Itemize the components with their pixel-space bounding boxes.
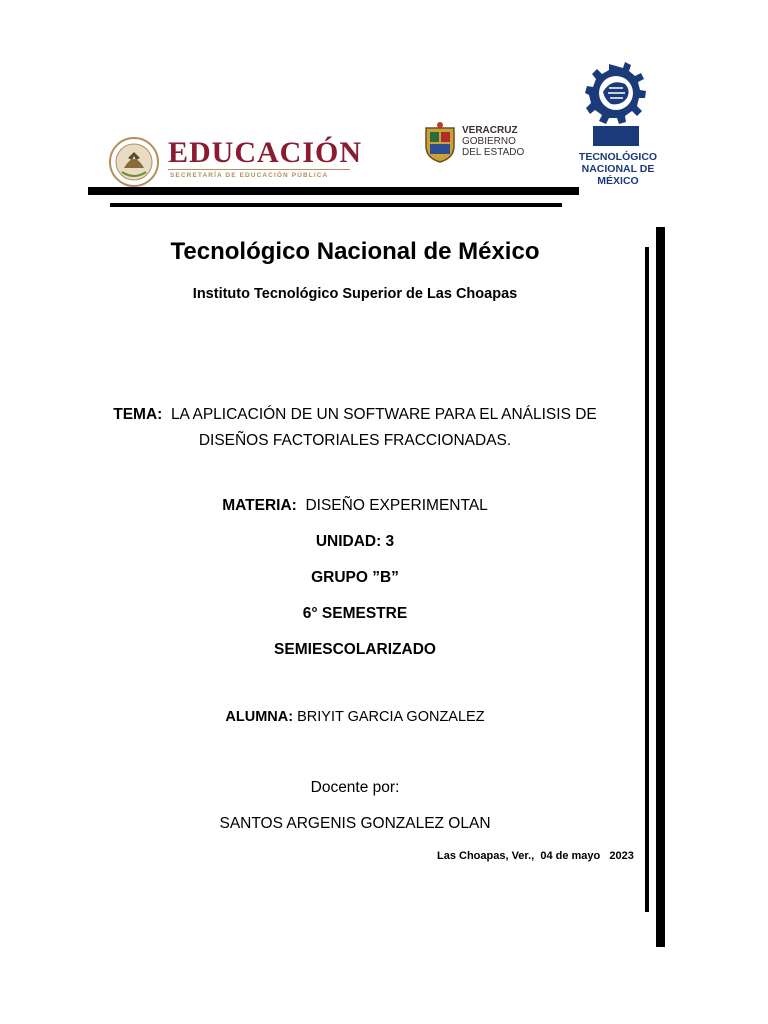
tecnm-line-2: NACIONAL DE MÉXICO xyxy=(581,163,655,187)
docente-value: SANTOS ARGENIS GONZALEZ OLAN xyxy=(219,815,491,832)
veracruz-shield-icon xyxy=(423,122,457,164)
docente-label: Docente por: xyxy=(310,779,400,796)
materia-value: DISEÑO EXPERIMENTAL xyxy=(305,497,488,514)
header-thin-rule xyxy=(110,203,562,207)
alumna-value: BRIYIT GARCIA GONZALEZ xyxy=(297,709,485,725)
tecnm-gear-eagle-icon xyxy=(585,62,647,148)
educacion-subtitle: SECRETARÍA DE EDUCACIÓN PÚBLICA xyxy=(170,172,329,179)
place-date: Las Choapas, Ver., 04 de mayo 2023 xyxy=(437,850,634,862)
modalidad-line: SEMIESCOLARIZADO xyxy=(274,641,436,658)
materia-line xyxy=(0,497,710,515)
right-thick-rule xyxy=(656,227,665,947)
alumna-label: ALUMNA: xyxy=(225,709,294,725)
tema-line-1 xyxy=(0,406,710,424)
header-thick-rule xyxy=(88,187,579,195)
materia-label: MATERIA: xyxy=(222,497,297,514)
veracruz-line-3: DEL ESTADO xyxy=(462,147,525,158)
mexico-coat-of-arms-icon xyxy=(108,136,160,188)
alumna-line xyxy=(0,709,710,725)
grupo-line: GRUPO ”B” xyxy=(311,569,399,586)
semestre-line: 6° SEMESTRE xyxy=(302,605,408,622)
educacion-wordmark: EDUCACIÓN xyxy=(168,136,363,169)
unidad-line: UNIDAD: 3 xyxy=(315,533,395,550)
page-title: Tecnológico Nacional de México xyxy=(170,238,540,265)
educacion-divider xyxy=(168,169,350,170)
tema-value-line1: LA APLICACIÓN DE UN SOFTWARE PARA EL ANÁLISIS DE xyxy=(170,406,597,423)
tecnm-line-1: TECNOLÓGICO xyxy=(578,151,658,163)
institute-subtitle: Instituto Tecnológico Superior de Las Choapas xyxy=(192,286,518,302)
tema-line-2: DISEÑOS FACTORIALES FRACCIONADAS. xyxy=(198,432,512,449)
veracruz-line-1: VERACRUZ xyxy=(462,125,518,136)
tema-label: TEMA: xyxy=(113,406,163,423)
veracruz-line-2: GOBIERNO xyxy=(462,136,516,147)
